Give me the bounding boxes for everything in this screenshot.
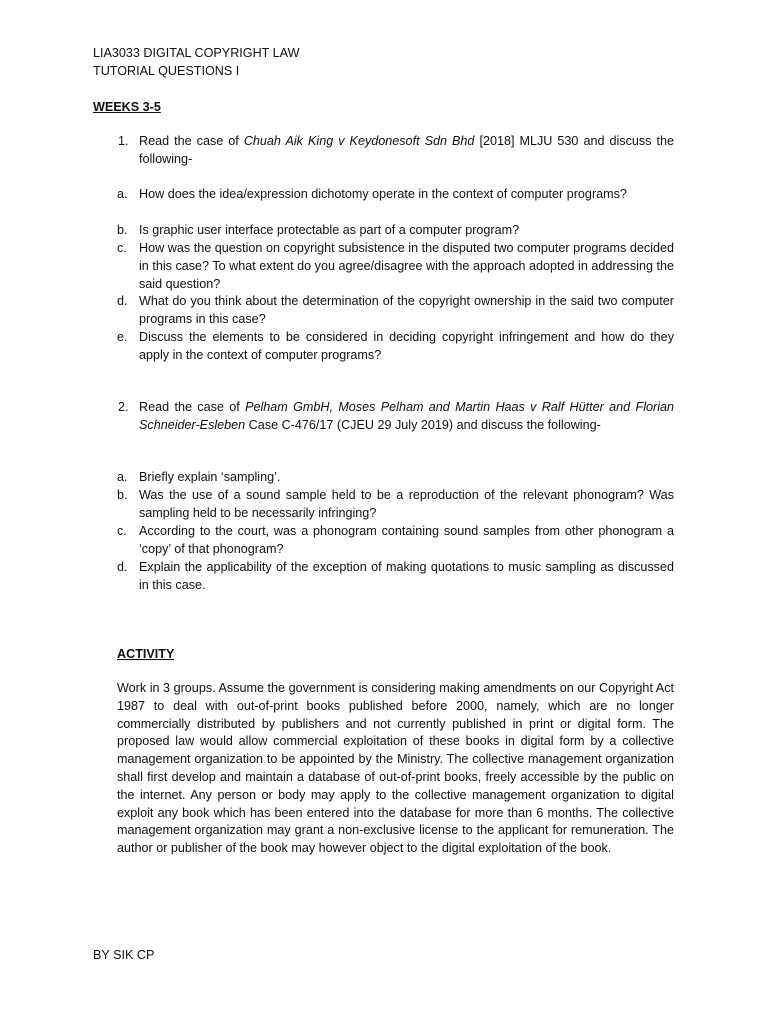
question-intro: Read the case of Pelham GmbH, Moses Pelham and Martin Haas v Ralf Hütter and Florian Schneider-Esleben Case C-476/17 (CJEU 29 July 2019) and discuss the following- xyxy=(139,400,675,432)
weeks-heading: WEEKS 3-5 xyxy=(93,100,161,114)
question-intro: Read the case of Chuah Aik King v Keydonesoft Sdn Bhd [2018] MLJU 530 and discuss the following- xyxy=(139,134,675,166)
question-number: 1. xyxy=(118,134,129,148)
document-header xyxy=(93,45,299,81)
case-name: Pelham GmbH, Moses Pelham and Martin Haas v Ralf Hütter and Florian Schneider-Esleben xyxy=(139,400,675,432)
activity-heading: ACTIVITY xyxy=(117,647,175,661)
course-title: LIA3033 DIGITAL COPYRIGHT LAW xyxy=(93,46,300,60)
case-name: Chuah Aik King v Keydonesoft Sdn Bhd xyxy=(243,134,475,148)
activity-paragraph: Work in 3 groups. Assume the government is considering making amendments on our Copyright Act 1987 to deal with out-of-print books published before 2000, namely, which are no longer commercially distributed by publishers and not currently published in print or digital form. The proposed law would allow commercial exploitation of these books in digital form by a collective management organization to be appointed by the Ministry. The collective management organization shall first develop and maintain a database of out-of-print books, freely accessible by the public on the internet. Any person or body may apply to the collective management organization to digital exploit any book which has been entered into the database for more than 6 months. The collective management organization may grant a non-exclusive license to the applicant for remuneration. The author or publisher of the book may however object to the digital exploitation of the book. xyxy=(117,681,674,856)
question-number: 2. xyxy=(118,400,129,414)
document-subtitle: TUTORIAL QUESTIONS I xyxy=(93,63,240,78)
footer-author: BY SIK CP xyxy=(93,948,155,962)
